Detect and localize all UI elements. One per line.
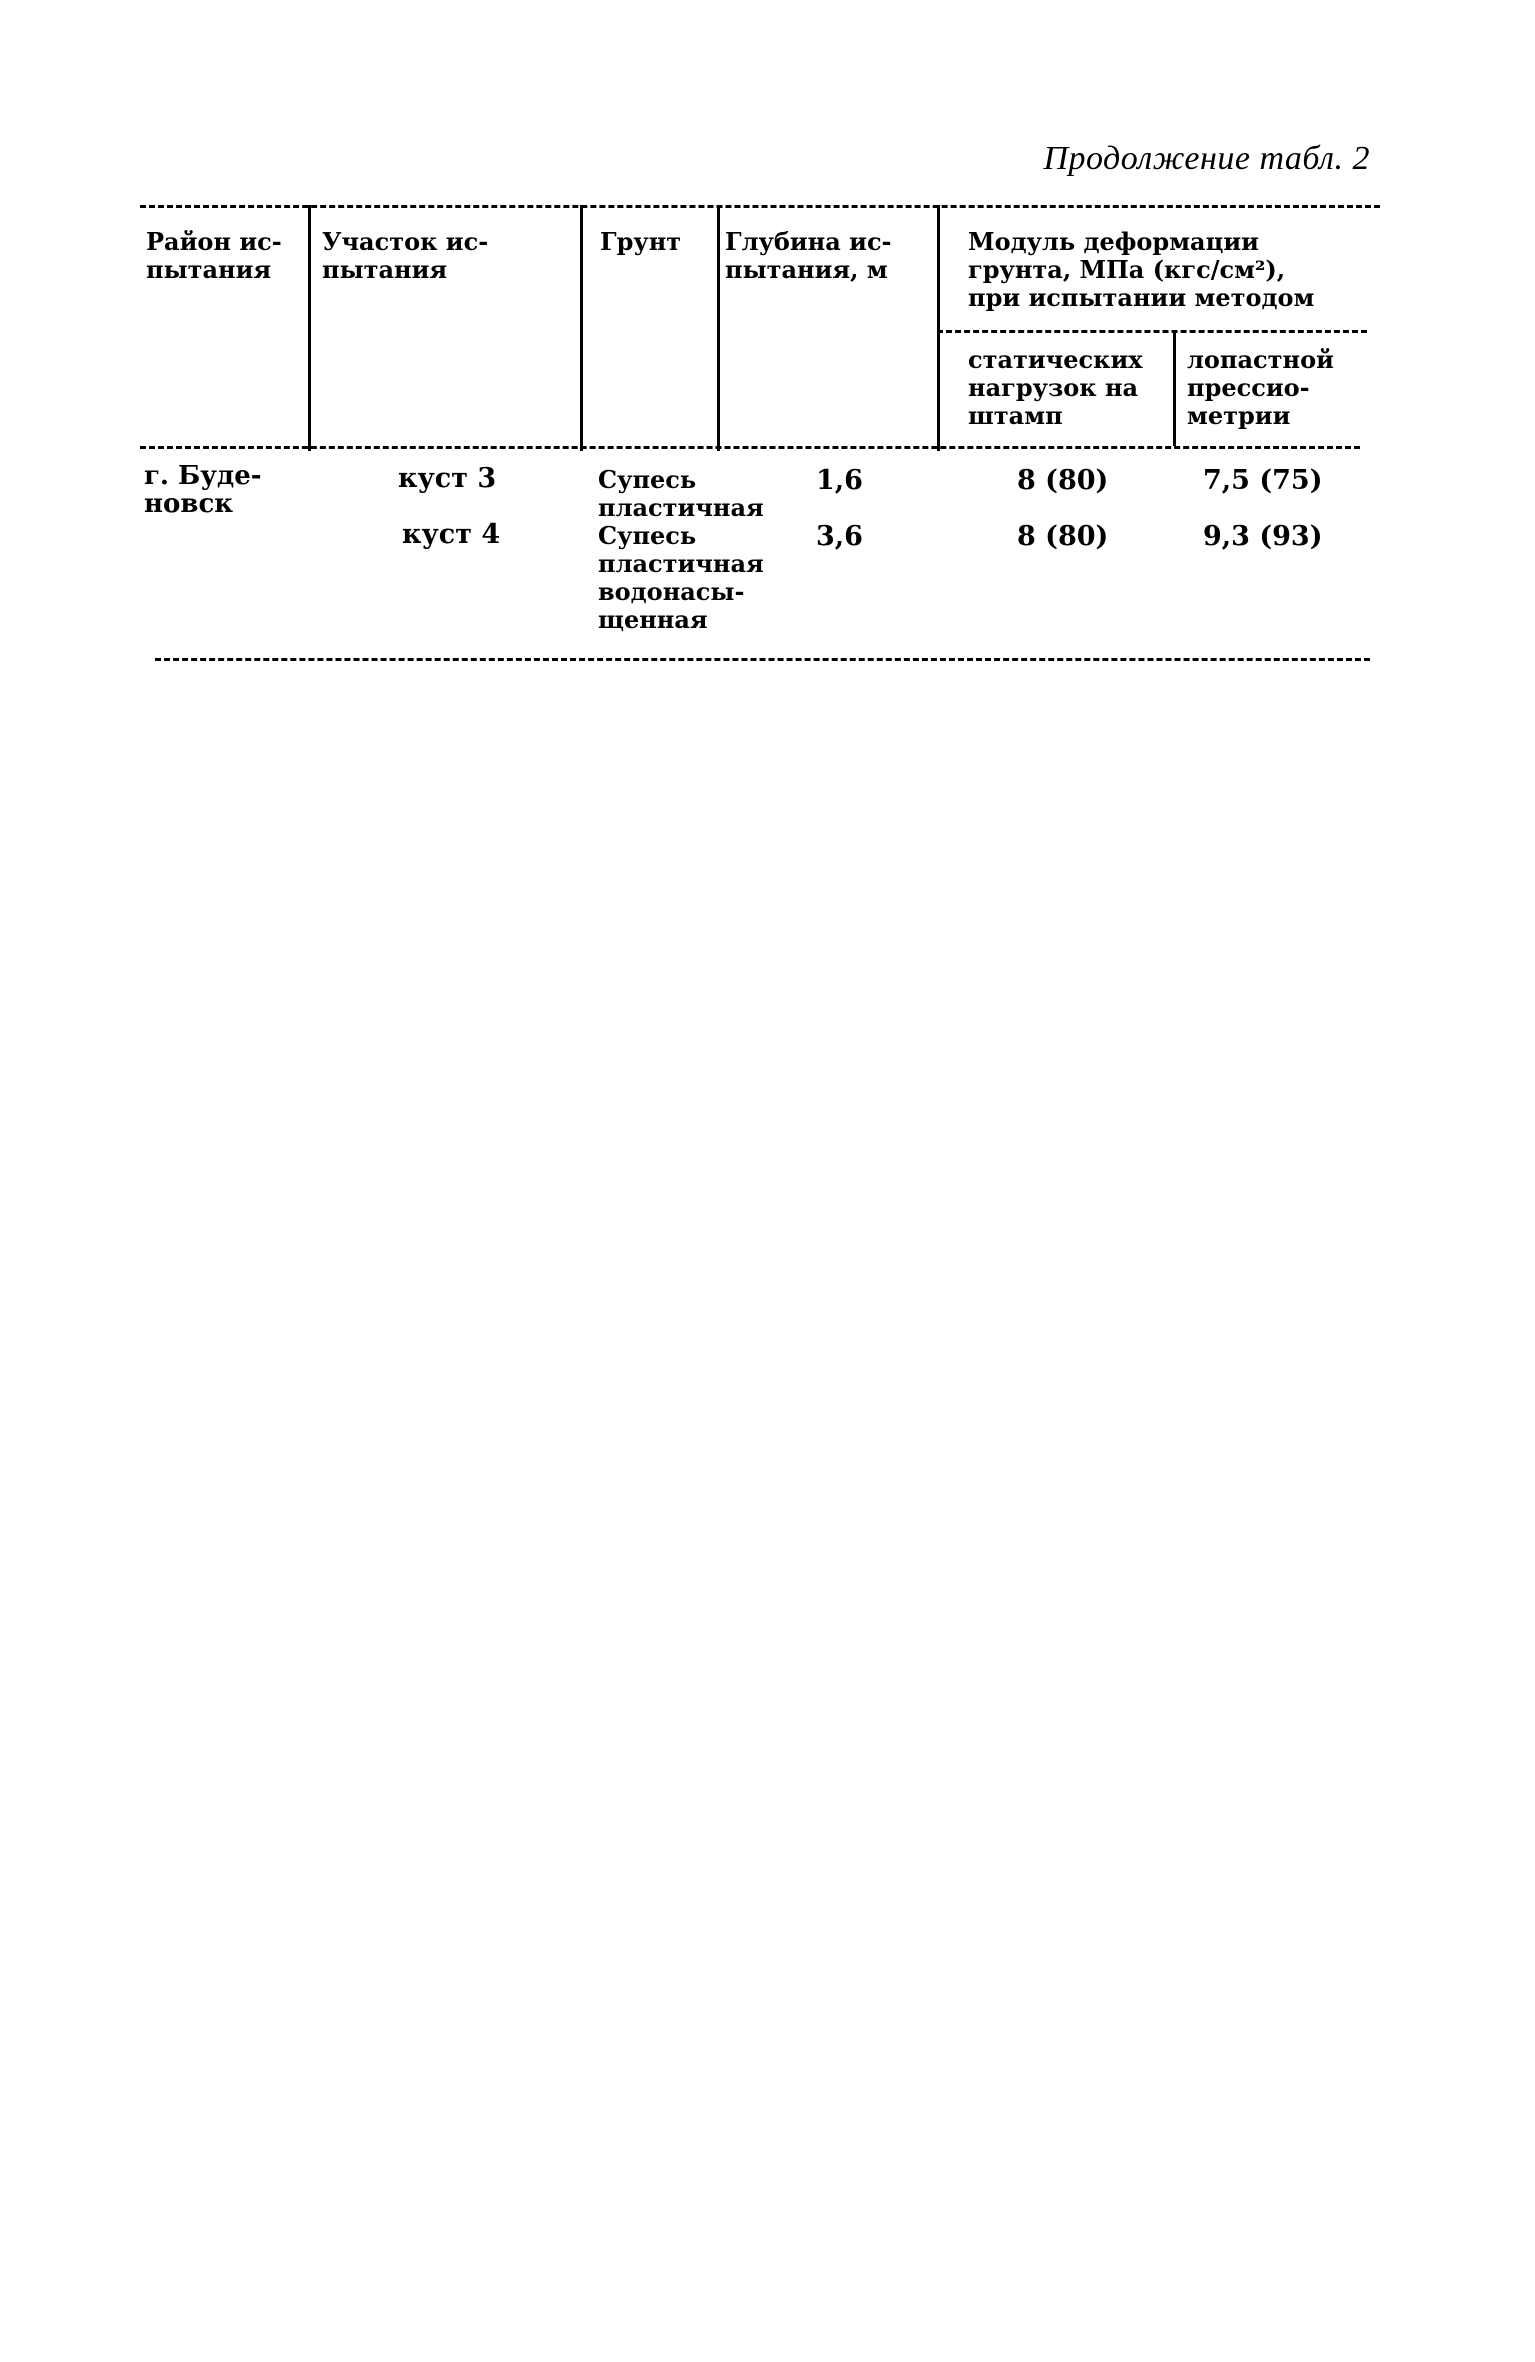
row2-depth: 3,6 (816, 521, 863, 552)
header-static: статических нагрузок на штамп (968, 345, 1143, 430)
table-caption: Продолжение табл. 2 (1043, 140, 1370, 177)
column-divider-5 (1173, 330, 1176, 446)
subheader-rule (937, 330, 1367, 333)
data-table (140, 200, 1380, 670)
header-bottom-rule (140, 446, 1360, 449)
cell-region: г. Буде- новск (144, 461, 262, 519)
row1-site: куст 3 (398, 463, 497, 494)
header-site: Участок ис- пытания (322, 227, 489, 284)
column-divider-4 (937, 205, 940, 451)
column-divider-1 (308, 205, 311, 451)
table-top-rule (140, 205, 1380, 208)
row1-blade: 7,5 (75) (1203, 465, 1323, 496)
column-divider-3 (717, 205, 720, 451)
column-divider-2 (580, 205, 583, 451)
row1-depth: 1,6 (816, 465, 863, 496)
table-bottom-rule (155, 658, 1370, 661)
row2-static: 8 (80) (1017, 521, 1109, 552)
header-region: Район ис- пытания (146, 227, 282, 284)
row2-soil: Супесь пластичная водонасы- щенная (598, 521, 764, 634)
header-depth: Глубина ис- пытания, м (725, 227, 892, 284)
row1-soil: Супесь пластичная (598, 465, 764, 522)
row2-blade: 9,3 (93) (1203, 521, 1323, 552)
row2-site: куст 4 (402, 519, 501, 550)
row1-static: 8 (80) (1017, 465, 1109, 496)
header-soil: Грунт (600, 227, 682, 256)
header-modulus: Модуль деформации грунта, МПа (кгс/см²), при испытании методом (968, 227, 1315, 312)
header-blade: лопастной прессио- метрии (1187, 345, 1334, 430)
